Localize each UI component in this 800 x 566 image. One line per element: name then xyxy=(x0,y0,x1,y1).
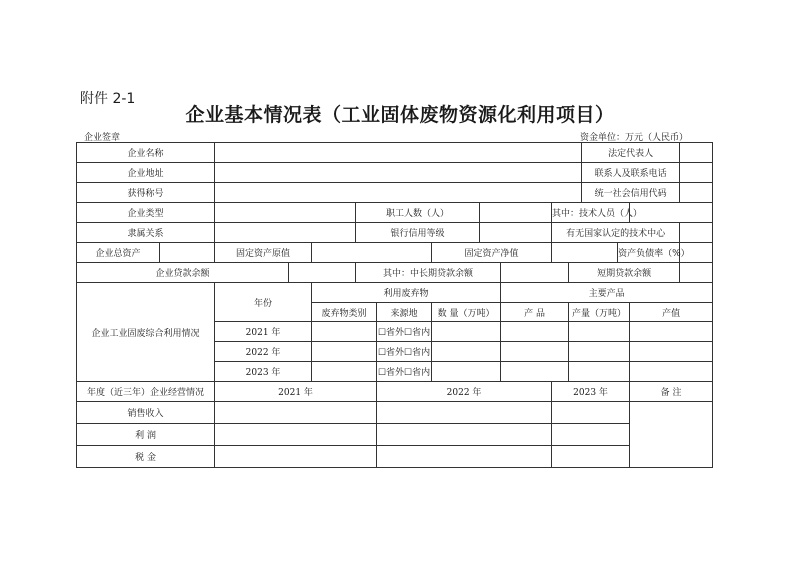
ops-2023-header: 2023 年 xyxy=(552,382,630,402)
ops-tax-2021-field[interactable] xyxy=(215,446,377,468)
row-assets xyxy=(77,243,713,263)
row-util-head-a xyxy=(77,283,713,303)
row-loans xyxy=(77,263,713,283)
total-assets-label: 企业总资产 xyxy=(77,243,160,263)
tech-center-label: 有无国家认定的技术中心 xyxy=(552,223,680,243)
contact-field[interactable] xyxy=(680,163,713,183)
honor-label: 获得称号 xyxy=(77,183,215,203)
honor-field[interactable] xyxy=(215,183,582,203)
row-type xyxy=(77,203,713,223)
loan-balance-label: 企业贷款余额 xyxy=(77,263,289,283)
ops-profit-2021-field[interactable] xyxy=(215,424,377,446)
util-output-field[interactable] xyxy=(569,322,630,342)
row-affiliation xyxy=(77,223,713,243)
util-waste-group-header: 利用废弃物 xyxy=(312,283,501,303)
util-waste-type-field[interactable] xyxy=(312,342,377,362)
ops-tax-2023-field[interactable] xyxy=(552,446,630,468)
util-output-field[interactable] xyxy=(569,362,630,382)
company-name-field[interactable] xyxy=(215,143,582,163)
util-value-field[interactable] xyxy=(630,342,713,362)
staff-count-label: 职工人数（人） xyxy=(356,203,480,223)
ops-remark-header: 备 注 xyxy=(630,382,713,402)
util-source-checkbox[interactable]: ☐省外☐省内 xyxy=(377,362,432,382)
operation-section-label: 年度（近三年）企业经营情况 xyxy=(77,382,215,402)
util-waste-type-field[interactable] xyxy=(312,322,377,342)
util-quantity-field[interactable] xyxy=(432,322,501,342)
annex-label: 附件 2-1 xyxy=(80,91,136,107)
util-quantity-header: 数 量（万吨） xyxy=(432,303,501,322)
row-ops-profit xyxy=(77,424,713,446)
currency-unit-label: 资金单位：万元（人民币） xyxy=(579,133,688,143)
fixed-net-field[interactable] xyxy=(552,243,618,263)
util-source-checkbox[interactable]: ☐省外☐省内 xyxy=(377,342,432,362)
ops-tax-label: 税 金 xyxy=(77,446,215,468)
util-product-header: 产 品 xyxy=(501,303,569,322)
loan-balance-field[interactable] xyxy=(289,263,356,283)
long-loan-label: 其中：中长期贷款余额 xyxy=(356,263,501,283)
affiliation-field[interactable] xyxy=(215,223,356,243)
ops-sales-2022-field[interactable] xyxy=(377,402,552,424)
ops-remark-field[interactable] xyxy=(630,402,713,468)
enterprise-info-table xyxy=(76,142,713,468)
address-label: 企业地址 xyxy=(77,163,215,183)
short-loan-label: 短期贷款余额 xyxy=(569,263,680,283)
row-ops-head xyxy=(77,382,713,402)
row-address xyxy=(77,163,713,183)
legal-rep-field[interactable] xyxy=(680,143,713,163)
company-type-field[interactable] xyxy=(215,203,356,223)
util-year-cell: 2023 年 xyxy=(215,362,312,382)
credit-code-label: 统一社会信用代码 xyxy=(582,183,680,203)
util-value-field[interactable] xyxy=(630,322,713,342)
ops-sales-label: 销售收入 xyxy=(77,402,215,424)
total-assets-field[interactable] xyxy=(160,243,215,263)
row-ops-tax xyxy=(77,446,713,468)
util-quantity-field[interactable] xyxy=(432,362,501,382)
company-name-label: 企业名称 xyxy=(77,143,215,163)
ops-profit-2023-field[interactable] xyxy=(552,424,630,446)
util-product-field[interactable] xyxy=(501,362,569,382)
util-output-field[interactable] xyxy=(569,342,630,362)
credit-code-field[interactable] xyxy=(680,183,713,203)
utilization-section-label: 企业工业固废综合利用情况 xyxy=(77,283,215,382)
long-loan-field[interactable] xyxy=(501,263,569,283)
util-product-field[interactable] xyxy=(501,322,569,342)
contact-label: 联系人及联系电话 xyxy=(582,163,680,183)
bank-credit-field[interactable] xyxy=(480,223,552,243)
tech-staff-field[interactable] xyxy=(630,203,713,223)
staff-count-field[interactable] xyxy=(480,203,552,223)
util-product-field[interactable] xyxy=(501,342,569,362)
fixed-net-label: 固定资产净值 xyxy=(432,243,552,263)
util-waste-type-field[interactable] xyxy=(312,362,377,382)
short-loan-field[interactable] xyxy=(680,263,713,283)
fixed-orig-field[interactable] xyxy=(312,243,432,263)
util-year-header: 年份 xyxy=(215,283,312,322)
page-title: 企业基本情况表（工业固体废物资源化利用项目） xyxy=(185,104,615,126)
ops-sales-2023-field[interactable] xyxy=(552,402,630,424)
debt-ratio-label: 资产负债率（%） xyxy=(618,243,680,263)
ops-tax-2022-field[interactable] xyxy=(377,446,552,468)
ops-sales-2021-field[interactable] xyxy=(215,402,377,424)
util-year-cell: 2021 年 xyxy=(215,322,312,342)
util-source-header: 来源地 xyxy=(377,303,432,322)
fixed-orig-label: 固定资产原值 xyxy=(215,243,312,263)
row-ops-sales xyxy=(77,402,713,424)
legal-rep-label: 法定代表人 xyxy=(582,143,680,163)
row-company-name xyxy=(77,143,713,163)
util-value-field[interactable] xyxy=(630,362,713,382)
address-field[interactable] xyxy=(215,163,582,183)
affiliation-label: 隶属关系 xyxy=(77,223,215,243)
util-waste-type-header: 废弃物类别 xyxy=(312,303,377,322)
company-type-label: 企业类型 xyxy=(77,203,215,223)
ops-profit-2022-field[interactable] xyxy=(377,424,552,446)
util-value-header: 产值 xyxy=(630,303,713,322)
bank-credit-label: 银行信用等级 xyxy=(356,223,480,243)
ops-2021-header: 2021 年 xyxy=(215,382,377,402)
row-honor xyxy=(77,183,713,203)
util-quantity-field[interactable] xyxy=(432,342,501,362)
util-product-group-header: 主要产品 xyxy=(501,283,713,303)
tech-staff-label: 其中：技术人员（人） xyxy=(552,203,630,223)
util-output-header: 产量（万吨） xyxy=(569,303,630,322)
util-year-cell: 2022 年 xyxy=(215,342,312,362)
ops-profit-label: 利 润 xyxy=(77,424,215,446)
tech-center-field[interactable] xyxy=(680,223,713,243)
signature-label: 企业签章 xyxy=(84,133,121,143)
util-source-checkbox[interactable]: ☐省外☐省内 xyxy=(377,322,432,342)
ops-2022-header: 2022 年 xyxy=(377,382,552,402)
